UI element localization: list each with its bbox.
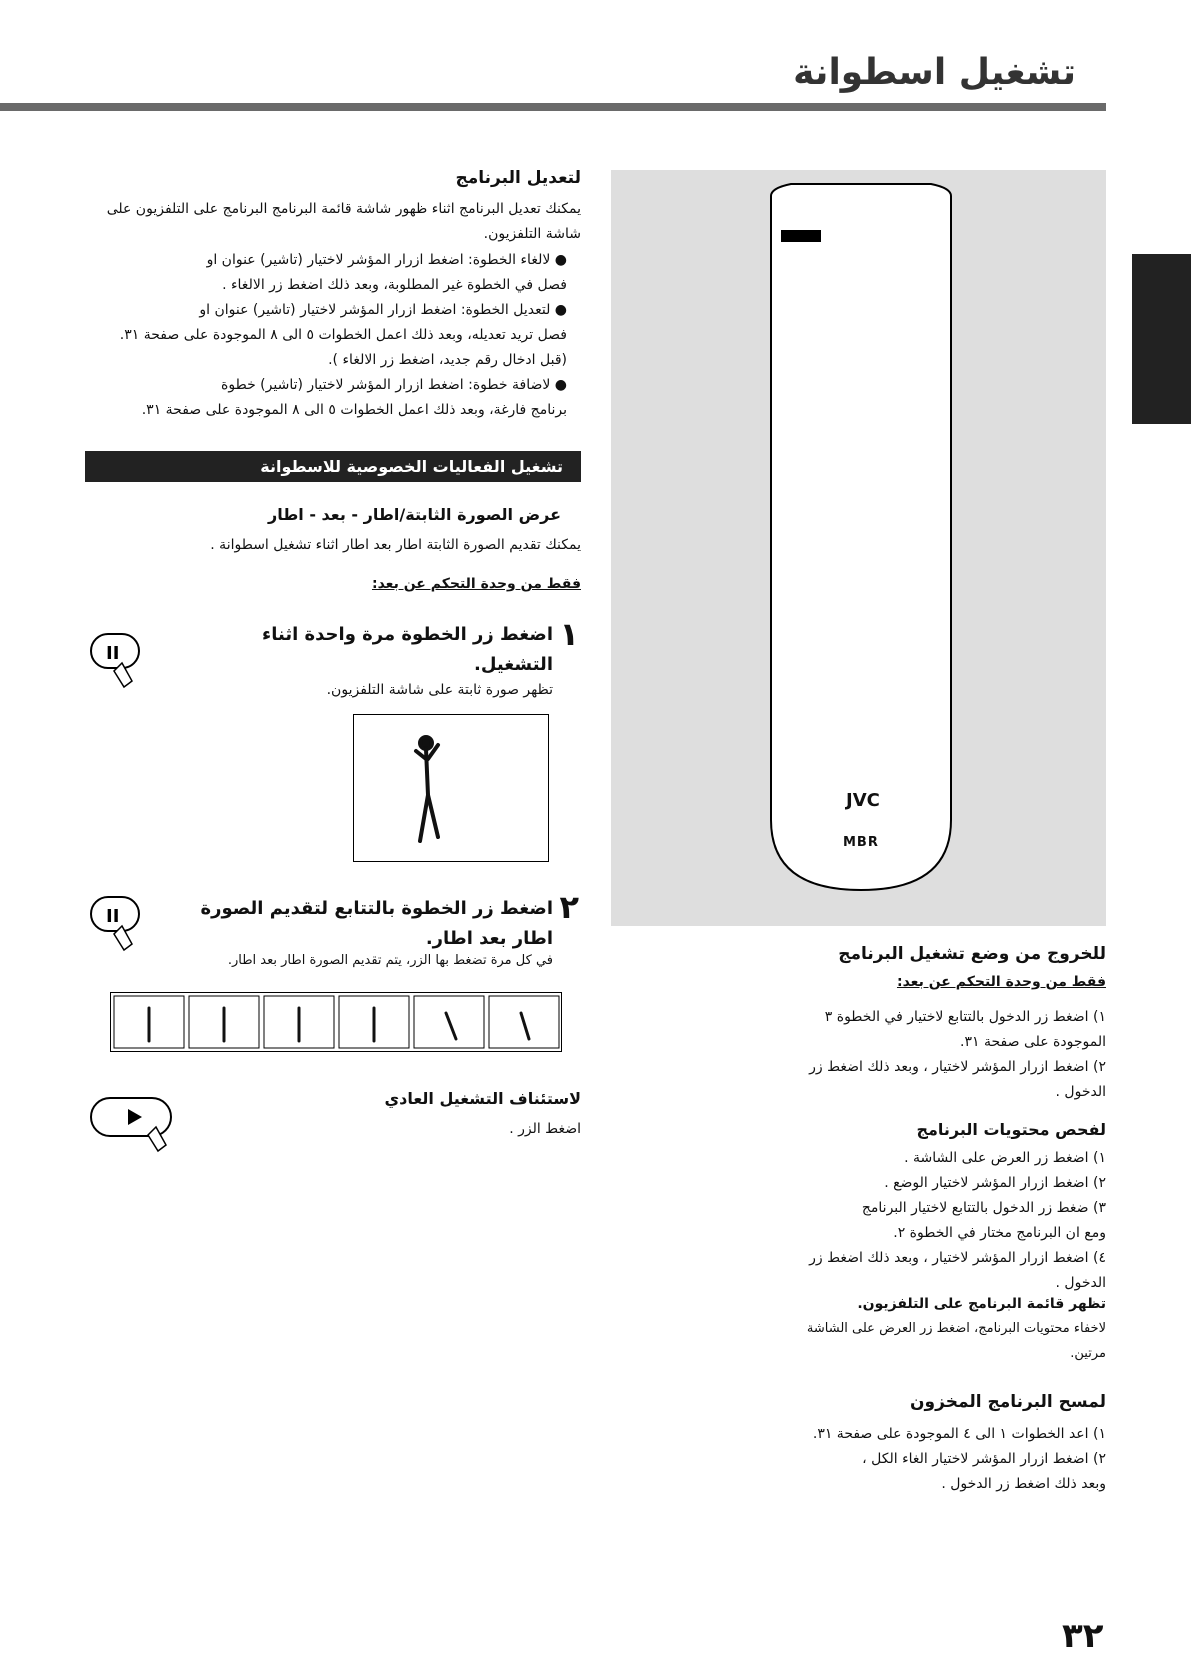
edit-bullets (67, 248, 567, 423)
step-1-note: تظهر صورة ثابتة على شاشة التلفزيون. (326, 682, 553, 698)
step-1-text: اضغط زر الخطوة مرة واحدة اثناء التشغيل. (262, 624, 553, 675)
page-title: تشغيل اسطوانة (793, 52, 1076, 93)
step-2-note: في كل مرة تضغط بها الزر، يتم تقديم الصورة اطار بعد اطار. (227, 953, 553, 968)
erase-steps: ١) اعد الخطوات ١ الى ٤ الموجودة على صفحة ٣١. ٢) اضغط ازرار المؤشر لاختيار الغاء الكل ، وبعد ذلك اضغط زر الدخول . (812, 1426, 1106, 1492)
section-bar: تشغيل الفعاليات الخصوصية للاسطوانة (85, 451, 581, 482)
remote-only-label-right: فقط من وحدة التحكم عن بعد: (896, 974, 1106, 990)
still-intro: يمكنك تقديم الصورة الثابتة اطار بعد اطار اثناء تشغيل اسطوانة . (210, 537, 581, 553)
page-number: ٣٢ (1062, 1616, 1104, 1656)
step-1-number: ١ (559, 615, 579, 653)
bullet-modify: ● لتعديل الخطوة: اضغط ازرار المؤشر لاختيار (تاشير) عنوان او فصل تريد تعديله، وبعد ذلك اعمل الخطوات ٥ الى ٨ الموجودة على صفحة ٣١. (قبل ادخال رقم جديد، اضغط زر الالغاء ). (119, 302, 567, 368)
step-2-text: اضغط زر الخطوة بالتتابع لتقديم الصورة اطار بعد اطار. (200, 898, 553, 949)
exit-program-heading: للخروج من وضع تشغيل البرنامج (838, 944, 1106, 964)
resume-text: اضغط الزر . (509, 1121, 581, 1137)
pause-step-button-illustration-2 (90, 896, 140, 932)
remote-control-panel (611, 170, 1106, 926)
remote-brand: JVC (846, 790, 880, 811)
step-2-number: ٢ (559, 888, 579, 926)
svg-text:II: II (106, 906, 120, 927)
exit-steps: ١) اضغط زر الدخول بالتتابع لاختيار في الخطوة ٣ الموجودة على صفحة ٣١. ٢) اضغط ازرار المؤشر لاختيار ، وبعد ذلك اضغط زر الدخول . (809, 1009, 1106, 1100)
hand-press-icon (92, 1099, 174, 1169)
edit-program-heading: لتعديل البرنامج (455, 168, 581, 188)
check-note: لاخفاء محتويات البرنامج، اضغط زر العرض على الشاشة مرتين. (806, 1321, 1106, 1361)
hand-press-icon (92, 898, 138, 958)
remote-only-label-left: فقط من وحدة التحكم عن بعد: (371, 576, 581, 592)
pause-step-button-illustration (90, 633, 140, 669)
still-frame-heading: عرض الصورة الثابتة/اطار - بعد - اطار (268, 505, 561, 524)
check-program-heading: لفحص محتويات البرنامج (916, 1120, 1106, 1139)
frame-sequence-strip (110, 992, 562, 1052)
play-button-illustration (90, 1097, 172, 1137)
resume-heading: لاستئناف التشغيل العادي (384, 1089, 581, 1108)
frame-sequence-illustration (111, 993, 561, 1051)
check-result: تظهر قائمة البرنامج على التلفزيون. (857, 1296, 1106, 1312)
remote-sub-brand: MBR (843, 835, 879, 850)
erase-program-heading: لمسح البرنامج المخزون (910, 1392, 1106, 1412)
bullet-add: ● لاضافة خطوة: اضغط ازرار المؤشر لاختيار (تاشير) خطوة برنامج فارغة، وبعد ذلك اعمل الخطوات ٥ الى ٨ الموجودة على صفحة ٣١. (141, 377, 567, 418)
hand-press-icon (92, 635, 138, 695)
title-rule (0, 103, 1106, 111)
bullet-delete: ● لالغاء الخطوة: اضغط ازرار المؤشر لاختيار (تاشير) عنوان او فصل في الخطوة غير المطلوبة، وبعد ذلك اضغط زر الالغاء . (206, 252, 567, 293)
still-image-frame (353, 714, 549, 862)
baseball-player-illustration (354, 715, 548, 861)
edit-intro: يمكنك تعديل البرنامج اثناء ظهور شاشة قائمة البرنامج البرنامج على التلفزيون على شاشة التلفزيون. (106, 201, 581, 242)
remote-control-illustration (611, 170, 1106, 926)
chapter-tab (1132, 254, 1191, 424)
check-steps: ١) اضغط زر العرض على الشاشة . ٢) اضغط ازرار المؤشر لاختيار الوضع . ٣) ضغط زر الدخول بالتتابع لاختيار البرنامج ومع ان البرنامج مختار في الخطوة ٢. ٤) اضغط ازرار المؤشر لاختيار ، وبعد ذلك اضغط زر الدخول . (809, 1150, 1106, 1291)
svg-text:II: II (106, 643, 120, 664)
